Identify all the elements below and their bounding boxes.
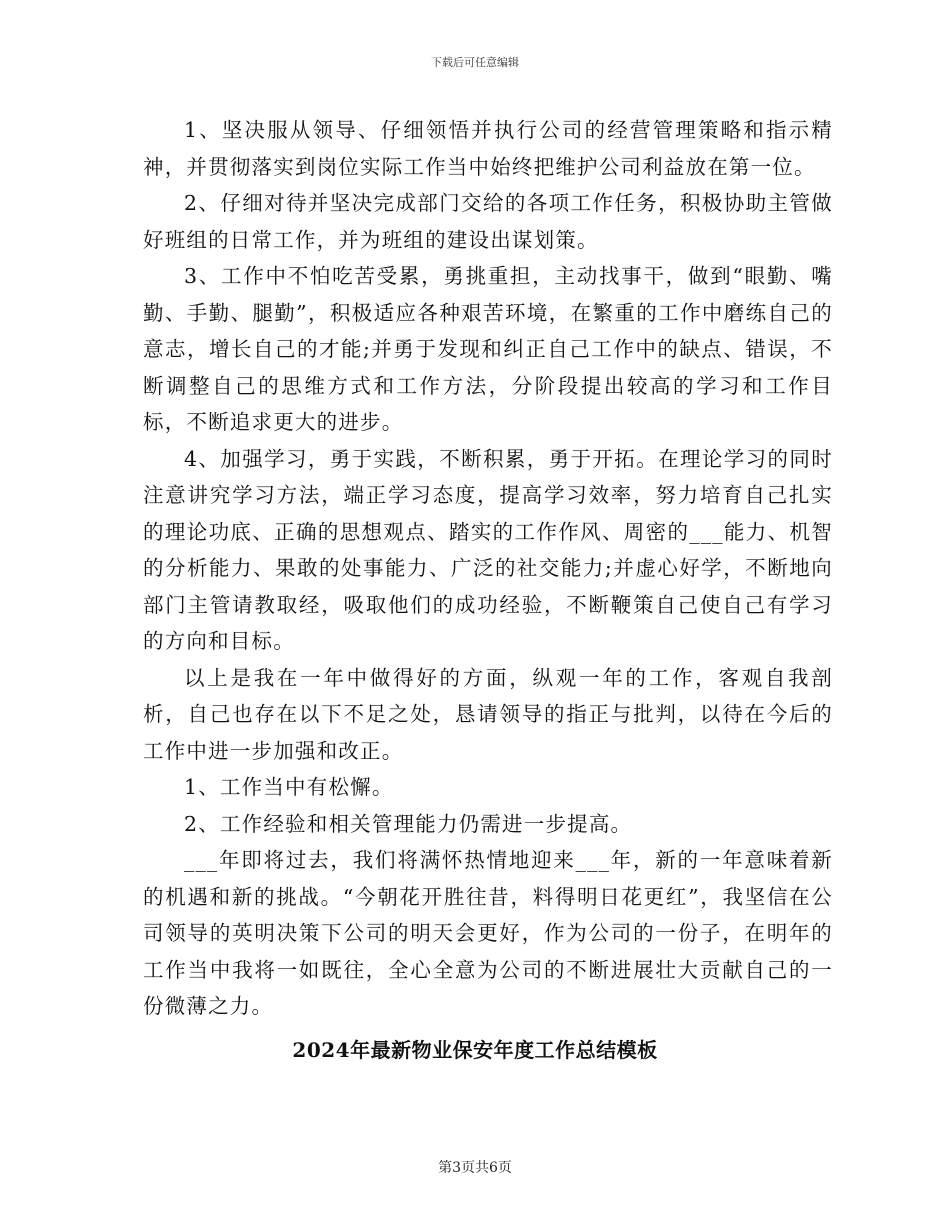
page-number: 第3页共6页 xyxy=(438,1160,512,1176)
document-body xyxy=(143,112,833,1025)
document-title: 2024年最新物业保安年度工作总结模板 xyxy=(292,1038,658,1062)
paragraph-2: 2、仔细对待并坚决完成部门交给的各项工作任务，积极协助主管做好班组的日常工作，并为班组的建设出谋划策。 xyxy=(143,191,833,252)
page-header-note: 下载后可任意编辑 xyxy=(431,56,519,69)
paragraph-6: 1、工作当中有松懈。 xyxy=(184,775,394,799)
paragraph-7: 2、工作经验和相关管理能力仍需进一步提高。 xyxy=(184,811,633,836)
paragraph-3: 3、工作中不怕吃苦受累，勇挑重担，主动找事干，做到“眼勤、嘴勤、手勤、腿勤”，积极适应各种艰苦环境，在繁重的工作中磨练自己的意志，增长自己的才能;并勇于发现和纠正自己工作中的缺点、错误，不断调整自己的思维方式和工作方法，分阶段提出较高的学习和工作目标，不断追求更大的进步。 xyxy=(143,264,833,434)
paragraph-1: 1、坚决服从领导、仔细领悟并执行公司的经营管理策略和指示精神，并贯彻落实到岗位实际工作当中始终把维护公司利益放在第一位。 xyxy=(143,118,833,179)
paragraph-5: 以上是我在一年中做得好的方面，纵观一年的工作，客观自我剖析，自己也存在以下不足之处，恳请领导的指正与批判，以待在今后的工作中进一步加强和改正。 xyxy=(143,665,833,763)
paragraph-8: ___年即将过去，我们将满怀热情地迎来___年，新的一年意味着新的机遇和新的挑战。“今朝花开胜往昔，料得明日花更红”，我坚信在公司领导的英明决策下公司的明天会更好，作为公司的一份子，在明年的工作当中我将一如既往，全心全意为公司的不断进展壮大贡献自己的一份微薄之力。 xyxy=(143,848,833,1018)
paragraph-4: 4、加强学习，勇于实践，不断积累，勇于开拓。在理论学习的同时注意讲究学习方法，端正学习态度，提高学习效率，努力培育自己扎实的理论功底、正确的思想观点、踏实的工作作风、周密的___能力、机智的分析能力、果敢的处事能力、广泛的社交能力;并虚心好学，不断地向部门主管请教取经，吸取他们的成功经验，不断鞭策自己使自己有学习的方向和目标。 xyxy=(143,446,833,653)
